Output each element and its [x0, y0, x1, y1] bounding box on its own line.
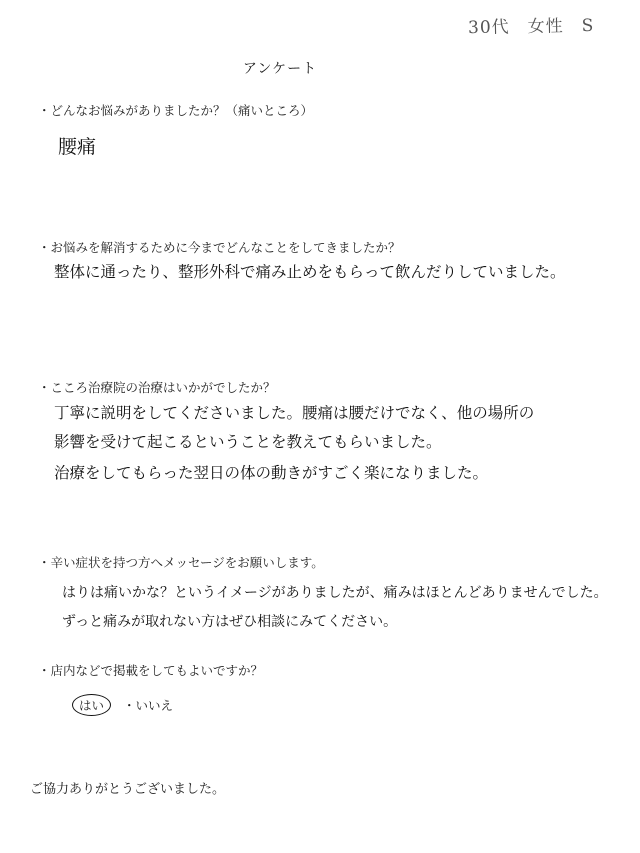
consent-options — [72, 694, 173, 716]
question-2-label: ・お悩みを解消するために今までどんなことをしてきましたか？ — [38, 240, 401, 255]
question-3-answer-line-3: 治療をしてもらった翌日の体の動きがすごく楽になりました。 — [54, 464, 489, 482]
consent-yes-option[interactable]: はい — [72, 694, 111, 716]
question-3-label: ・こころ治療院の治療はいかがでしたか？ — [38, 380, 276, 395]
question-4-answer-line-2: ずっと痛みが取れない方はぜひ相談にみてください。 — [62, 614, 398, 630]
closing-message: ご協力ありがとうございました。 — [30, 782, 226, 797]
question-4-answer-line-1: はりは痛いかな？というイメージがありましたが、痛みはほとんどありませんでした。 — [62, 585, 608, 601]
survey-title: アンケート — [242, 61, 318, 77]
question-3-answer-line-2: 影響を受けて起こるということを教えてもらいました。 — [54, 433, 442, 451]
question-3-answer-line-1: 丁寧に説明をしてくださいました。腰痛は腰だけでなく、他の場所の — [54, 404, 535, 422]
consent-no-option[interactable]: いいえ — [135, 698, 174, 713]
consent-separator: ・ — [123, 698, 136, 713]
question-4-label: ・辛い症状を持つ方へメッセージをお願いします。 — [38, 555, 324, 570]
question-1-answer: 腰痛 — [58, 136, 97, 158]
respondent-note: 30代 女性 S — [467, 15, 595, 39]
question-5-label: ・店内などで掲載をしてもよいですか？ — [38, 663, 264, 678]
question-2-answer: 整体に通ったり、整形外科で痛み止めをもらって飲んだりしていました。 — [54, 263, 566, 281]
question-1-label: ・どんなお悩みがありましたか？（痛いところ） — [38, 103, 314, 118]
